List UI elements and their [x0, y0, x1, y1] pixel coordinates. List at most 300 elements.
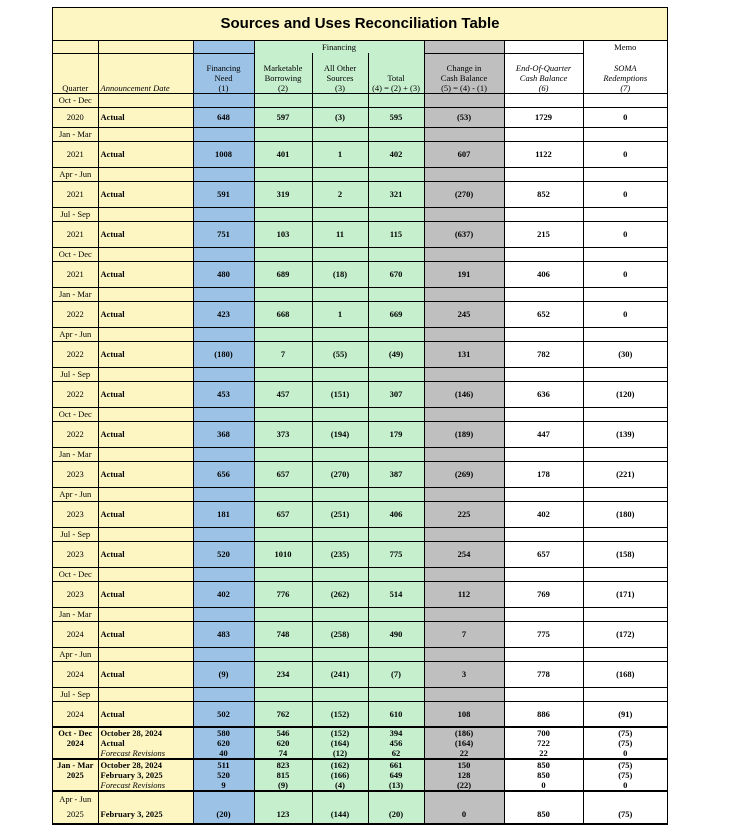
- financing-need-value: 1008: [193, 141, 254, 167]
- soma-redemptions-value: 0: [583, 301, 667, 327]
- marketable-borrowing-spacer: [254, 527, 312, 541]
- announcement-spacer: [98, 367, 193, 381]
- announcement-date: Actual: [98, 341, 193, 367]
- soma-redemptions-spacer: [583, 127, 667, 141]
- table-row: [53, 93, 667, 107]
- all-other-sources-value: (55): [312, 341, 368, 367]
- quarter-period: Oct - Dec: [53, 93, 98, 107]
- soma-redemptions-spacer: [583, 527, 667, 541]
- soma-redemptions-value: (120): [583, 381, 667, 407]
- announcement-date: Actual: [98, 141, 193, 167]
- all-other-sources-spacer: [312, 167, 368, 181]
- announcement-spacer: [98, 167, 193, 181]
- table-row: [53, 501, 667, 527]
- financing-need-spacer: [193, 447, 254, 461]
- change-in-cash-value: (164): [424, 738, 504, 748]
- announcement-date: Actual: [98, 701, 193, 727]
- soma-redemptions-value: (171): [583, 581, 667, 607]
- financing-need-spacer: [193, 367, 254, 381]
- soma-redemptions-value: (75): [583, 727, 667, 738]
- total-spacer: [368, 327, 424, 341]
- table-row: [53, 581, 667, 607]
- financing-need-value: 620: [193, 738, 254, 748]
- financing-need-value: 483: [193, 621, 254, 647]
- end-of-quarter-cash-spacer: [504, 127, 583, 141]
- soma-redemptions-spacer: [583, 207, 667, 221]
- marketable-borrowing-value: 373: [254, 421, 312, 447]
- table-row: [53, 780, 667, 791]
- change-in-cash-value: (270): [424, 181, 504, 207]
- financing-need-spacer: [193, 687, 254, 701]
- table-row: [53, 341, 667, 367]
- all-other-sources-value: (251): [312, 501, 368, 527]
- marketable-borrowing-header: Marketable Borrowing (2): [254, 53, 312, 93]
- table-row: [53, 791, 667, 805]
- table-row: [53, 541, 667, 567]
- change-in-cash-spacer: [424, 93, 504, 107]
- financing-need-spacer: [193, 527, 254, 541]
- marketable-borrowing-spacer: [254, 93, 312, 107]
- all-other-sources-spacer: [312, 207, 368, 221]
- all-other-sources-spacer: [312, 287, 368, 301]
- soma-redemptions-value: 0: [583, 780, 667, 791]
- announcement-spacer: [98, 687, 193, 701]
- soma-redemptions-spacer: [583, 487, 667, 501]
- financing-need-spacer: [193, 247, 254, 261]
- marketable-borrowing-spacer: [254, 367, 312, 381]
- announcement-spacer: [98, 487, 193, 501]
- announcement-date: Actual: [98, 661, 193, 687]
- announcement-date: February 3, 2025: [98, 770, 193, 780]
- end-of-quarter-cash-spacer: [504, 367, 583, 381]
- soma-redemptions-value: (91): [583, 701, 667, 727]
- quarter-year: 2023: [53, 501, 98, 527]
- marketable-borrowing-value: 668: [254, 301, 312, 327]
- end-of-quarter-cash-value: 775: [504, 621, 583, 647]
- soma-redemptions-value: (75): [583, 738, 667, 748]
- announcement-spacer: [98, 447, 193, 461]
- change-in-cash-value: (637): [424, 221, 504, 247]
- total-value: 661: [368, 759, 424, 770]
- financing-need-value: 648: [193, 107, 254, 127]
- change-in-cash-value: (189): [424, 421, 504, 447]
- change-in-cash-spacer: [424, 207, 504, 221]
- all-other-sources-value: (3): [312, 107, 368, 127]
- end-of-quarter-cash-spacer: [504, 607, 583, 621]
- total-spacer: [368, 207, 424, 221]
- financing-need-value: 751: [193, 221, 254, 247]
- total-value: 387: [368, 461, 424, 487]
- quarter-period: Oct - Dec: [53, 567, 98, 581]
- change-in-cash-value: 150: [424, 759, 504, 770]
- quarter-year: 2025: [53, 770, 98, 780]
- announcement-spacer: [98, 527, 193, 541]
- table-row: [53, 701, 667, 727]
- soma-redemptions-value: (168): [583, 661, 667, 687]
- end-of-quarter-cash-spacer: [504, 687, 583, 701]
- soma-redemptions-value: (221): [583, 461, 667, 487]
- change-in-cash-value: (22): [424, 780, 504, 791]
- all-other-sources-value: (164): [312, 738, 368, 748]
- total-value: (13): [368, 780, 424, 791]
- financing-need-value: 520: [193, 541, 254, 567]
- end-of-quarter-cash-value: 447: [504, 421, 583, 447]
- quarter-year: 2021: [53, 221, 98, 247]
- soma-redemptions-spacer: [583, 687, 667, 701]
- soma-redemptions-spacer: [583, 447, 667, 461]
- soma-redemptions-value: (75): [583, 759, 667, 770]
- announcement-date: Forecast Revisions: [98, 748, 193, 759]
- marketable-borrowing-spacer: [254, 407, 312, 421]
- quarter-period: Jul - Sep: [53, 367, 98, 381]
- announcement-spacer: [98, 407, 193, 421]
- all-other-sources-spacer: [312, 447, 368, 461]
- soma-redemptions-value: (158): [583, 541, 667, 567]
- total-value: 115: [368, 221, 424, 247]
- quarter-period: Oct - Dec: [53, 727, 98, 738]
- financing-need-spacer: [193, 791, 254, 805]
- total-value: 775: [368, 541, 424, 567]
- financing-need-value: 423: [193, 301, 254, 327]
- announcement-date: Actual: [98, 738, 193, 748]
- end-of-quarter-cash-spacer: [504, 207, 583, 221]
- marketable-borrowing-spacer: [254, 167, 312, 181]
- change-in-cash-spacer: [424, 487, 504, 501]
- marketable-borrowing-spacer: [254, 207, 312, 221]
- quarter-year: 2024: [53, 738, 98, 748]
- quarter-year: 2024: [53, 701, 98, 727]
- table-row: [53, 207, 667, 221]
- financing-need-value: 402: [193, 581, 254, 607]
- table-row: [53, 805, 667, 823]
- quarter-spacer: [53, 748, 98, 759]
- announcement-date: Actual: [98, 221, 193, 247]
- total-spacer: [368, 93, 424, 107]
- all-other-sources-value: 1: [312, 141, 368, 167]
- change-in-cash-value: 245: [424, 301, 504, 327]
- end-of-quarter-cash-value: 850: [504, 759, 583, 770]
- table-row: [53, 621, 667, 647]
- marketable-borrowing-value: 597: [254, 107, 312, 127]
- soma-redemptions-value: 0: [583, 107, 667, 127]
- marketable-borrowing-value: 457: [254, 381, 312, 407]
- marketable-borrowing-spacer: [254, 247, 312, 261]
- announcement-date: Forecast Revisions: [98, 780, 193, 791]
- total-value: 321: [368, 181, 424, 207]
- total-value: 670: [368, 261, 424, 287]
- change-in-cash-spacer: [424, 247, 504, 261]
- quarter-header: Quarter: [53, 53, 98, 93]
- table-row: [53, 487, 667, 501]
- quarter-period: Jan - Mar: [53, 607, 98, 621]
- change-in-cash-value: 22: [424, 748, 504, 759]
- change-in-cash-value: (269): [424, 461, 504, 487]
- financing-need-spacer: [193, 487, 254, 501]
- end-of-quarter-cash-header: End-Of-Quarter Cash Balance (6): [504, 53, 583, 93]
- end-of-quarter-cash-value: 657: [504, 541, 583, 567]
- announcement-date: Actual: [98, 381, 193, 407]
- end-of-quarter-cash-spacer: [504, 567, 583, 581]
- reconciliation-table: [53, 41, 667, 824]
- all-other-sources-value: (235): [312, 541, 368, 567]
- marketable-borrowing-value: 103: [254, 221, 312, 247]
- announcement-spacer: [98, 287, 193, 301]
- change-in-cash-value: (186): [424, 727, 504, 738]
- announcement-spacer: [98, 607, 193, 621]
- marketable-borrowing-value: 823: [254, 759, 312, 770]
- change-in-cash-spacer: [424, 287, 504, 301]
- marketable-borrowing-value: 546: [254, 727, 312, 738]
- marketable-borrowing-value: 7: [254, 341, 312, 367]
- marketable-borrowing-value: 620: [254, 738, 312, 748]
- total-value: 610: [368, 701, 424, 727]
- end-of-quarter-cash-value: 850: [504, 805, 583, 823]
- financing-need-spacer: [193, 287, 254, 301]
- announcement-date: Actual: [98, 581, 193, 607]
- end-of-quarter-cash-spacer: [504, 447, 583, 461]
- quarter-year: 2020: [53, 107, 98, 127]
- quarter-year: 2023: [53, 581, 98, 607]
- marketable-borrowing-spacer: [254, 447, 312, 461]
- marketable-borrowing-value: (9): [254, 780, 312, 791]
- announcement-date: February 3, 2025: [98, 805, 193, 823]
- financing-need-value: 368: [193, 421, 254, 447]
- end-of-quarter-cash-spacer: [504, 327, 583, 341]
- marketable-borrowing-value: 1010: [254, 541, 312, 567]
- all-other-sources-value: (151): [312, 381, 368, 407]
- change-in-cash-value: 254: [424, 541, 504, 567]
- announcement-date: Actual: [98, 501, 193, 527]
- marketable-borrowing-spacer: [254, 607, 312, 621]
- announcement-spacer: [98, 207, 193, 221]
- quarter-period: Apr - Jun: [53, 647, 98, 661]
- financing-need-spacer: [193, 127, 254, 141]
- end-of-quarter-cash-value: 406: [504, 261, 583, 287]
- financing-need-value: (9): [193, 661, 254, 687]
- end-of-quarter-cash-value: 722: [504, 738, 583, 748]
- all-other-sources-header: All Other Sources (3): [312, 53, 368, 93]
- soma-redemptions-value: (172): [583, 621, 667, 647]
- total-value: 402: [368, 141, 424, 167]
- total-spacer: [368, 647, 424, 661]
- all-other-sources-spacer: [312, 93, 368, 107]
- total-value: 62: [368, 748, 424, 759]
- total-value: 307: [368, 381, 424, 407]
- end-of-quarter-cash-value: 652: [504, 301, 583, 327]
- quarter-period: Jan - Mar: [53, 287, 98, 301]
- announcement-date: Actual: [98, 261, 193, 287]
- all-other-sources-spacer: [312, 367, 368, 381]
- soma-redemptions-value: (75): [583, 805, 667, 823]
- financing-need-value: 580: [193, 727, 254, 738]
- end-of-quarter-cash-value: 402: [504, 501, 583, 527]
- financing-need-value: 591: [193, 181, 254, 207]
- total-spacer: [368, 527, 424, 541]
- total-spacer: [368, 607, 424, 621]
- table-row: [53, 287, 667, 301]
- announcement-date: Actual: [98, 301, 193, 327]
- all-other-sources-value: (18): [312, 261, 368, 287]
- change-in-cash-spacer: [424, 647, 504, 661]
- total-spacer: [368, 567, 424, 581]
- quarter-period: Jan - Mar: [53, 127, 98, 141]
- marketable-borrowing-spacer: [254, 287, 312, 301]
- memo-header: Memo: [583, 41, 667, 53]
- all-other-sources-value: (241): [312, 661, 368, 687]
- change-in-cash-value: (53): [424, 107, 504, 127]
- table-row: [53, 759, 667, 770]
- quarter-period: Jan - Mar: [53, 447, 98, 461]
- announcement-spacer: [98, 567, 193, 581]
- change-in-cash-spacer: [424, 327, 504, 341]
- soma-redemptions-spacer: [583, 607, 667, 621]
- announcement-spacer: [98, 327, 193, 341]
- total-value: 406: [368, 501, 424, 527]
- marketable-borrowing-value: 234: [254, 661, 312, 687]
- financing-need-value: (20): [193, 805, 254, 823]
- quarter-year: 2023: [53, 461, 98, 487]
- announcement-date: October 28, 2024: [98, 759, 193, 770]
- change-in-cash-value: 3: [424, 661, 504, 687]
- announcement-spacer: [98, 791, 193, 805]
- quarter-year: 2024: [53, 621, 98, 647]
- total-value: 595: [368, 107, 424, 127]
- financing-need-value: 502: [193, 701, 254, 727]
- marketable-borrowing-spacer: [254, 567, 312, 581]
- marketable-borrowing-spacer: [254, 487, 312, 501]
- financing-need-value: 656: [193, 461, 254, 487]
- all-other-sources-spacer: [312, 407, 368, 421]
- soma-redemptions-value: (75): [583, 770, 667, 780]
- total-value: 490: [368, 621, 424, 647]
- all-other-sources-spacer: [312, 791, 368, 805]
- soma-redemptions-spacer: [583, 567, 667, 581]
- quarter-period: Jul - Sep: [53, 527, 98, 541]
- all-other-sources-value: (152): [312, 701, 368, 727]
- all-other-sources-spacer: [312, 527, 368, 541]
- table-row: [53, 527, 667, 541]
- end-of-quarter-cash-value: 0: [504, 780, 583, 791]
- quarter-year: 2021: [53, 261, 98, 287]
- change-in-cash-spacer: [424, 367, 504, 381]
- change-in-cash-spacer: [424, 607, 504, 621]
- total-spacer: [368, 247, 424, 261]
- all-other-sources-value: (262): [312, 581, 368, 607]
- change-in-cash-value: 607: [424, 141, 504, 167]
- change-in-cash-spacer: [424, 127, 504, 141]
- end-of-quarter-cash-value: 782: [504, 341, 583, 367]
- table-row: [53, 727, 667, 738]
- announcement-date: Actual: [98, 421, 193, 447]
- end-of-quarter-cash-value: 178: [504, 461, 583, 487]
- total-spacer: [368, 407, 424, 421]
- total-spacer: [368, 167, 424, 181]
- all-other-sources-value: (144): [312, 805, 368, 823]
- quarter-year: 2021: [53, 141, 98, 167]
- soma-redemptions-header: SOMA Redemptions (7): [583, 53, 667, 93]
- total-spacer: [368, 367, 424, 381]
- marketable-borrowing-value: 689: [254, 261, 312, 287]
- financing-need-spacer: [193, 167, 254, 181]
- table-row: [53, 407, 667, 421]
- marketable-borrowing-value: 776: [254, 581, 312, 607]
- marketable-borrowing-value: 657: [254, 501, 312, 527]
- marketable-borrowing-spacer: [254, 687, 312, 701]
- table-row: [53, 687, 667, 701]
- table-row: [53, 607, 667, 621]
- change-in-cash-value: 108: [424, 701, 504, 727]
- financing-need-value: (180): [193, 341, 254, 367]
- quarter-year: 2022: [53, 421, 98, 447]
- table-row: [53, 181, 667, 207]
- marketable-borrowing-value: 401: [254, 141, 312, 167]
- marketable-borrowing-value: 319: [254, 181, 312, 207]
- total-value: 394: [368, 727, 424, 738]
- announcement-date: Actual: [98, 461, 193, 487]
- end-of-quarter-cash-value: 22: [504, 748, 583, 759]
- table-row: [53, 567, 667, 581]
- soma-redemptions-value: 0: [583, 181, 667, 207]
- change-in-cash-value: (146): [424, 381, 504, 407]
- soma-redemptions-value: (30): [583, 341, 667, 367]
- all-other-sources-value: (4): [312, 780, 368, 791]
- end-of-quarter-cash-value: 215: [504, 221, 583, 247]
- quarter-spacer: [53, 780, 98, 791]
- soma-redemptions-value: 0: [583, 261, 667, 287]
- financing-need-value: 40: [193, 748, 254, 759]
- end-of-quarter-cash-spacer: [504, 407, 583, 421]
- soma-redemptions-value: 0: [583, 221, 667, 247]
- total-value: 179: [368, 421, 424, 447]
- all-other-sources-value: 11: [312, 221, 368, 247]
- announcement-spacer: [98, 127, 193, 141]
- marketable-borrowing-value: 74: [254, 748, 312, 759]
- announcement-date: Actual: [98, 541, 193, 567]
- financing-need-header: Financing Need (1): [193, 53, 254, 93]
- end-of-quarter-cash-value: 852: [504, 181, 583, 207]
- table-row: [53, 261, 667, 287]
- change-in-cash-spacer: [424, 687, 504, 701]
- announcement-spacer: [98, 93, 193, 107]
- table-row: [53, 748, 667, 759]
- soma-redemptions-spacer: [583, 407, 667, 421]
- financing-need-spacer: [193, 93, 254, 107]
- change-in-cash-value: 131: [424, 341, 504, 367]
- all-other-sources-spacer: [312, 687, 368, 701]
- change-in-cash-spacer: [424, 407, 504, 421]
- marketable-borrowing-value: 748: [254, 621, 312, 647]
- table-row: [53, 738, 667, 748]
- financing-need-spacer: [193, 567, 254, 581]
- soma-redemptions-spacer: [583, 93, 667, 107]
- quarter-period: Apr - Jun: [53, 167, 98, 181]
- marketable-borrowing-spacer: [254, 791, 312, 805]
- marketable-borrowing-value: 657: [254, 461, 312, 487]
- end-of-quarter-cash-value: 778: [504, 661, 583, 687]
- total-value: 669: [368, 301, 424, 327]
- change-in-cash-spacer: [424, 447, 504, 461]
- table-row: [53, 221, 667, 247]
- announcement-date-header: Announcement Date: [98, 53, 193, 93]
- all-other-sources-value: (258): [312, 621, 368, 647]
- soma-redemptions-spacer: [583, 367, 667, 381]
- soma-redemptions-value: 0: [583, 748, 667, 759]
- announcement-date: Actual: [98, 181, 193, 207]
- change-in-cash-spacer: [424, 567, 504, 581]
- total-spacer: [368, 127, 424, 141]
- all-other-sources-spacer: [312, 607, 368, 621]
- end-of-quarter-cash-value: 850: [504, 770, 583, 780]
